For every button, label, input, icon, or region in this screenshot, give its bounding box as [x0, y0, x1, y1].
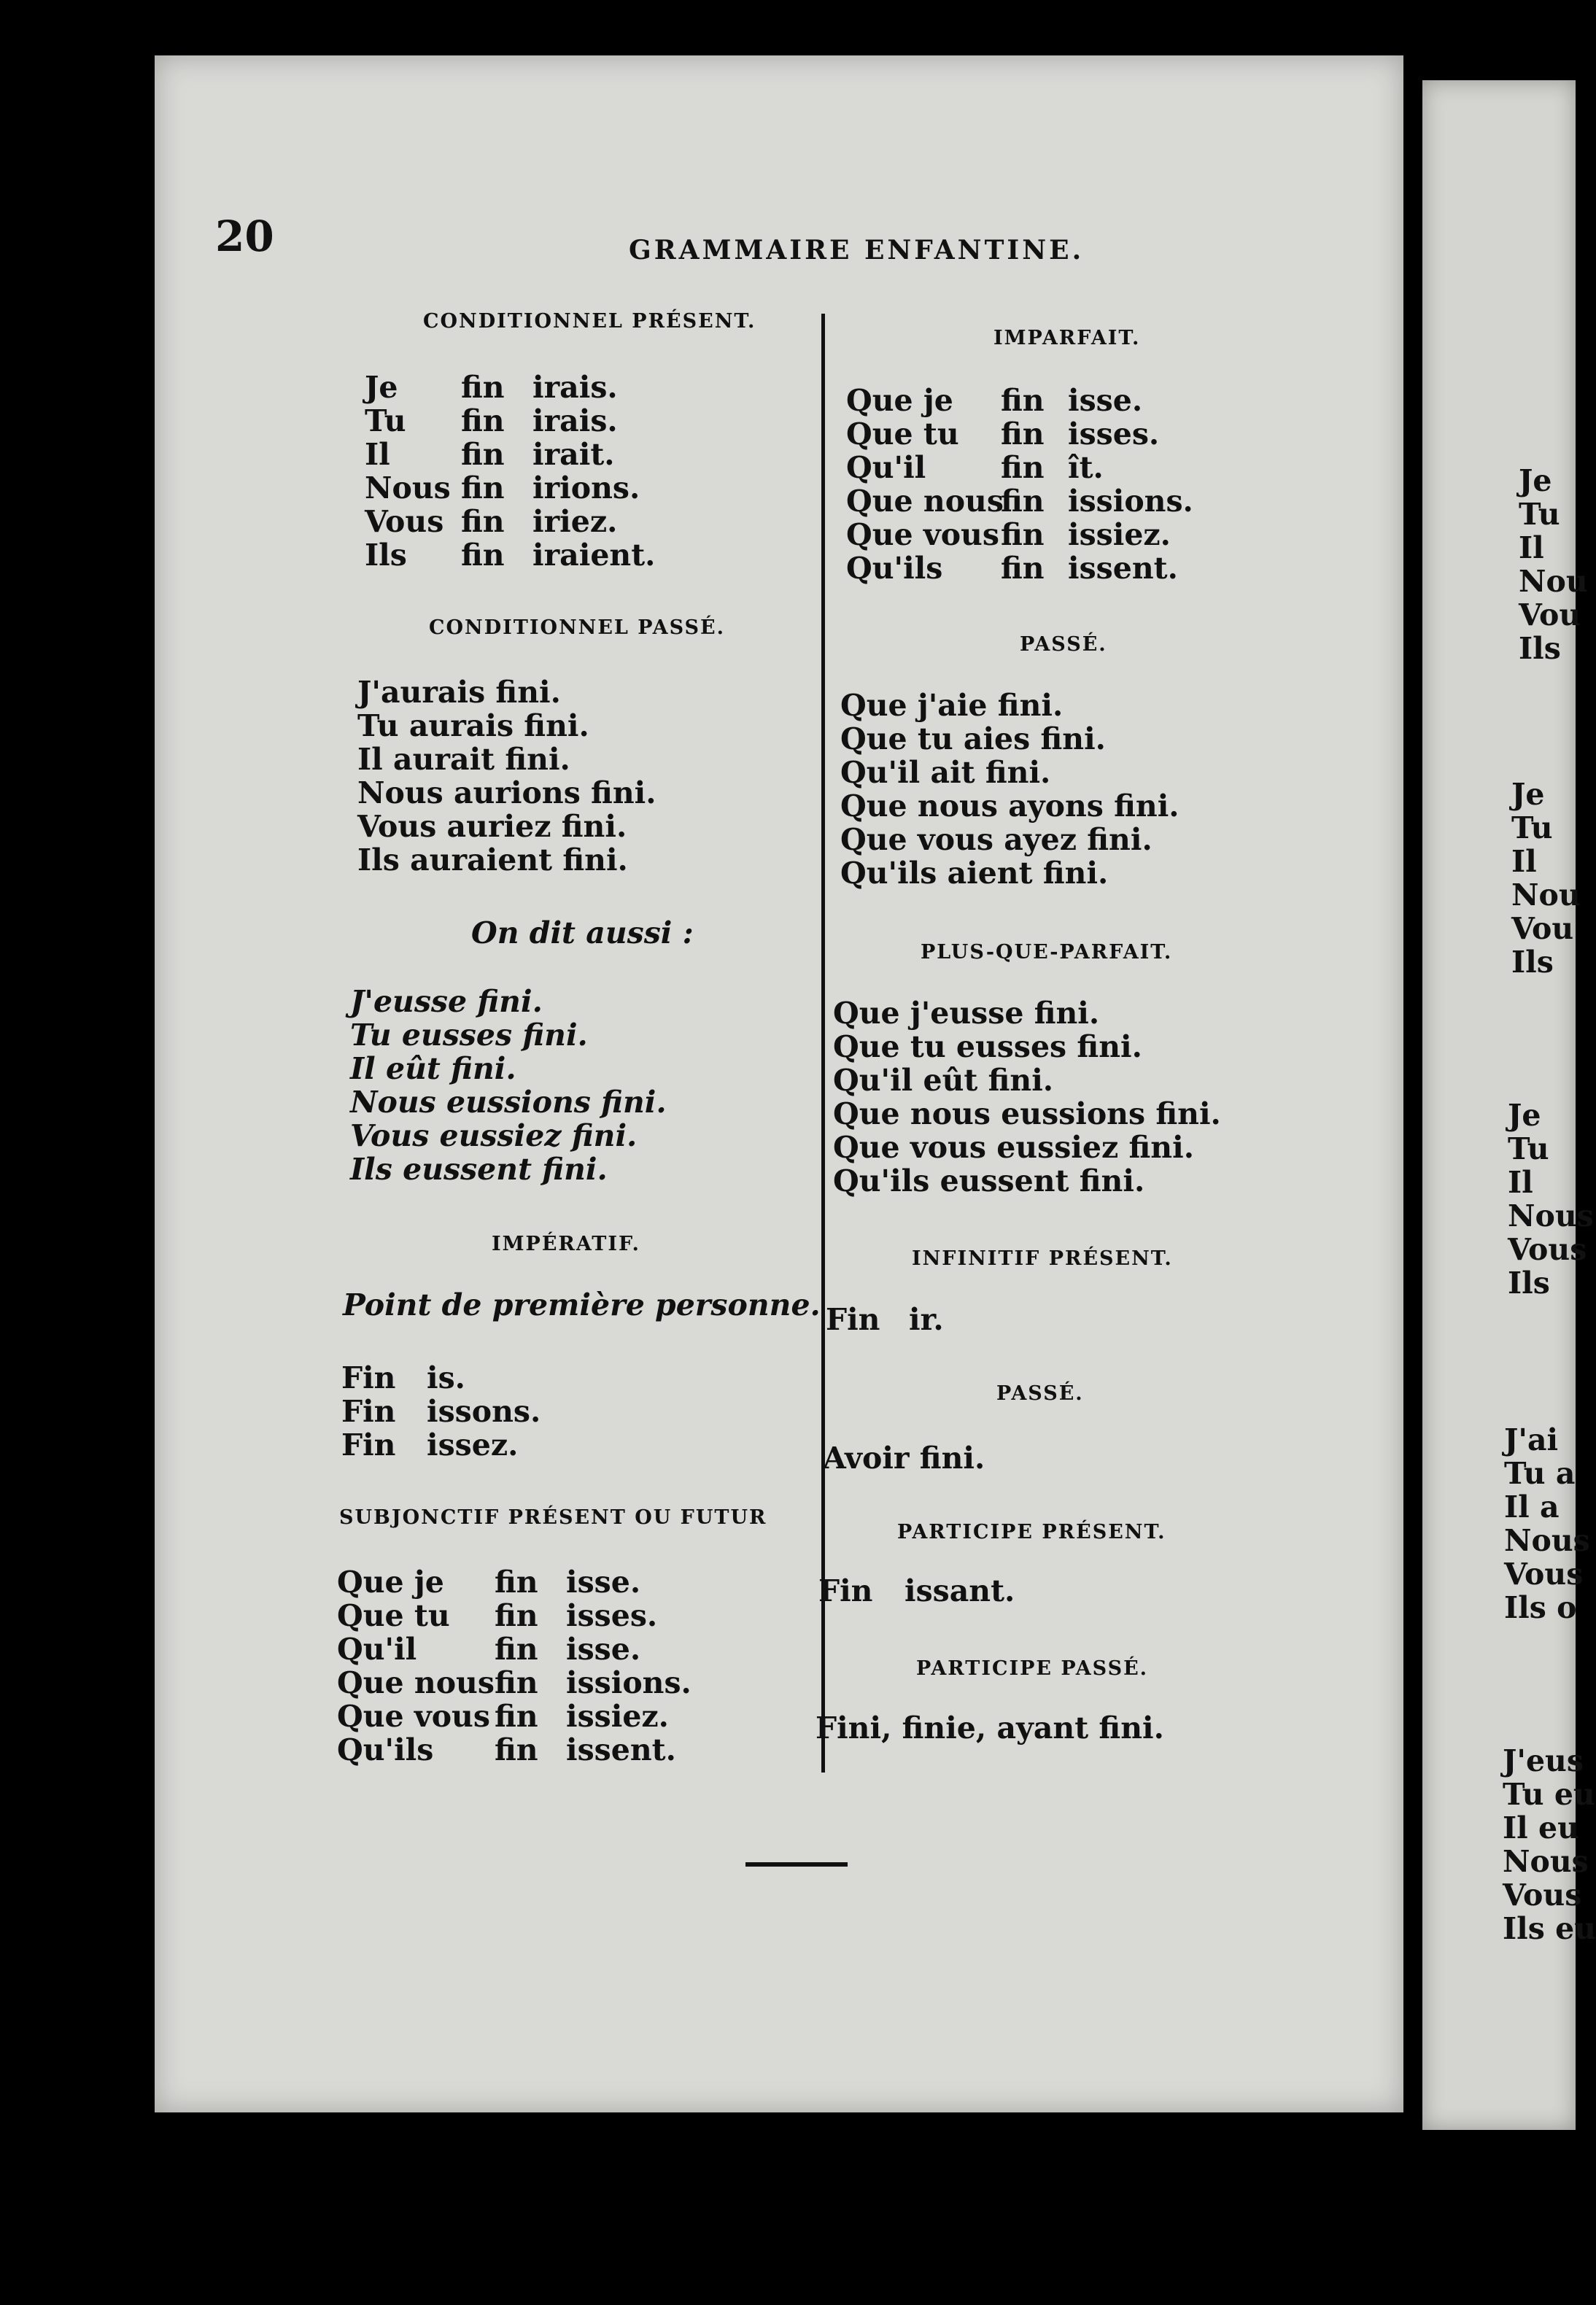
- ending: iriez.: [532, 504, 618, 539]
- conjugation-line: Ils auraient fini.: [357, 842, 628, 878]
- stem: fin: [495, 1565, 538, 1600]
- fragment: Je: [1511, 777, 1545, 812]
- fragment: Il eu: [1503, 1810, 1579, 1845]
- ending: irait.: [532, 437, 615, 472]
- conjugation-line: Que j'aie fini.: [840, 688, 1064, 723]
- pronoun: Que je: [846, 383, 953, 418]
- fragment: Il a: [1504, 1489, 1560, 1525]
- fragment: Vous: [1504, 1557, 1584, 1592]
- conjugation-line: Fini, finie, ayant fini.: [816, 1711, 1164, 1746]
- pronoun: Nous: [365, 470, 451, 505]
- stem: fin: [461, 504, 505, 539]
- ending: is.: [427, 1360, 465, 1395]
- column-divider: [821, 314, 825, 1773]
- section-title: PASSÉ.: [1020, 633, 1107, 656]
- stem: fin: [1001, 417, 1045, 452]
- imperatif-note: Point de première personne.: [343, 1287, 821, 1322]
- stem: fin: [461, 538, 505, 573]
- conjugation-line: J'aurais fini.: [357, 675, 561, 710]
- fragment: Nous: [1508, 1198, 1594, 1233]
- end-dash: [745, 1862, 848, 1867]
- fragment: Il: [1508, 1165, 1533, 1200]
- fragment: Tu eu: [1503, 1777, 1595, 1812]
- conjugation-line: Tu aurais fini.: [357, 708, 589, 743]
- stem: Fin: [818, 1573, 873, 1608]
- pronoun: Que tu: [846, 417, 959, 452]
- ending: isse.: [566, 1632, 641, 1667]
- fragment: Tu: [1511, 810, 1553, 845]
- stem: fin: [1001, 551, 1045, 586]
- ending: ir.: [909, 1302, 944, 1337]
- conjugation-line: Que tu eusses fini.: [833, 1029, 1142, 1064]
- pronoun: Qu'ils: [846, 551, 943, 586]
- pronoun: Que nous: [337, 1665, 495, 1700]
- stem: fin: [495, 1699, 538, 1734]
- ending: isses.: [1068, 417, 1160, 452]
- stem: Fin: [341, 1427, 396, 1463]
- section-title: PARTICIPE PASSÉ.: [916, 1657, 1149, 1680]
- ending: issions.: [1068, 484, 1193, 519]
- pronoun: Il: [365, 437, 390, 472]
- pronoun: Je: [365, 370, 398, 405]
- stem: fin: [461, 403, 505, 438]
- ending: irions.: [532, 470, 640, 505]
- section-title: PASSÉ.: [996, 1382, 1084, 1405]
- conjugation-line: Vous eussiez fini.: [350, 1118, 638, 1153]
- fragment: J'eus: [1503, 1743, 1584, 1778]
- pronoun: Que je: [337, 1565, 444, 1600]
- section-title: IMPÉRATIF.: [492, 1233, 640, 1255]
- book-page: [155, 55, 1403, 2112]
- conjugation-line: Il aurait fini.: [357, 742, 570, 777]
- fragment: Tu: [1519, 497, 1560, 532]
- ending: issions.: [566, 1665, 692, 1700]
- conjugation-line: Nous aurions fini.: [357, 775, 656, 810]
- fragment: Ils: [1519, 631, 1561, 666]
- stem: fin: [1001, 383, 1045, 418]
- pronoun: Qu'ils: [337, 1732, 434, 1767]
- stem: fin: [1001, 450, 1045, 485]
- stem: Fin: [341, 1360, 396, 1395]
- conjugation-line: Que vous ayez fini.: [840, 822, 1153, 857]
- pronoun: Qu'il: [337, 1632, 417, 1667]
- stem: fin: [461, 437, 505, 472]
- section-title: INFINITIF PRÉSENT.: [912, 1247, 1173, 1270]
- conjugation-line: Tu eusses fini.: [350, 1018, 588, 1053]
- fragment: Vous: [1508, 1232, 1587, 1267]
- conjugation-line: J'eusse fini.: [350, 984, 543, 1019]
- conjugation-line: Nous eussions fini.: [350, 1085, 667, 1120]
- conjugation-line: Vous auriez fini.: [357, 809, 627, 844]
- fragment: Tu: [1508, 1131, 1549, 1166]
- conjugation-line: Ils eussent fini.: [350, 1152, 608, 1187]
- fragment: Tu a: [1504, 1456, 1576, 1491]
- fragment: J'ai: [1504, 1422, 1559, 1457]
- pronoun: Que nous: [846, 484, 1004, 519]
- fragment: Je: [1519, 463, 1552, 498]
- stem: fin: [1001, 484, 1045, 519]
- section-title-italic: On dit aussi :: [471, 915, 694, 950]
- pronoun: Tu: [365, 403, 406, 438]
- ending: irais.: [532, 370, 618, 405]
- section-title: SUBJONCTIF PRÉSENT OU FUTUR: [339, 1506, 767, 1529]
- conjugation-line: Avoir fini.: [823, 1441, 985, 1476]
- fragment: Ils eu: [1503, 1911, 1596, 1946]
- page-number: 20: [215, 212, 274, 261]
- ending: issent.: [566, 1732, 676, 1767]
- conjugation-line: Que tu aies fini.: [840, 721, 1106, 756]
- conjugation-line: Que j'eusse fini.: [833, 996, 1100, 1031]
- stem: fin: [495, 1632, 538, 1667]
- ending: issiez.: [1068, 517, 1171, 552]
- conjugation-line: Que nous ayons fini.: [840, 789, 1179, 824]
- stem: fin: [1001, 517, 1045, 552]
- ending: issent.: [1068, 551, 1178, 586]
- section-title: PLUS-QUE-PARFAIT.: [921, 941, 1173, 964]
- ending: issons.: [427, 1394, 541, 1429]
- conjugation-line: Qu'il eût fini.: [833, 1063, 1054, 1098]
- fragment: Vous: [1503, 1878, 1582, 1913]
- fragment: Ils: [1511, 945, 1554, 980]
- conjugation-line: Qu'ils aient fini.: [840, 856, 1109, 891]
- section-title: IMPARFAIT.: [993, 327, 1141, 349]
- ending: issiez.: [566, 1699, 669, 1734]
- pronoun: Que vous: [846, 517, 999, 552]
- pronoun: Qu'il: [846, 450, 926, 485]
- ending: isse.: [1068, 383, 1143, 418]
- stem: fin: [495, 1598, 538, 1633]
- conjugation-line: Que vous eussiez fini.: [833, 1130, 1194, 1165]
- ending: isse.: [566, 1565, 641, 1600]
- fragment: Ils o: [1504, 1590, 1577, 1625]
- pronoun: Vous: [365, 504, 444, 539]
- ending: issez.: [427, 1427, 519, 1463]
- ending: isses.: [566, 1598, 658, 1633]
- page-title: GRAMMAIRE ENFANTINE.: [629, 235, 1085, 266]
- stem: Fin: [826, 1302, 880, 1337]
- pronoun: Que vous: [337, 1699, 490, 1734]
- conjugation-line: Que nous eussions fini.: [833, 1096, 1221, 1131]
- fragment: Nous: [1503, 1844, 1589, 1879]
- fragment: Nous: [1504, 1523, 1590, 1558]
- ending: irais.: [532, 403, 618, 438]
- stem: fin: [461, 370, 505, 405]
- section-title: PARTICIPE PRÉSENT.: [897, 1521, 1166, 1543]
- conjugation-line: Il eût fini.: [350, 1051, 516, 1086]
- stem: fin: [495, 1732, 538, 1767]
- next-page-fragments: [1424, 0, 1596, 2305]
- conjugation-line: Qu'ils eussent fini.: [833, 1163, 1145, 1198]
- fragment: Vou: [1519, 597, 1581, 632]
- pronoun: Ils: [365, 538, 407, 573]
- fragment: Il: [1511, 844, 1537, 879]
- fragment: Nou: [1511, 878, 1581, 913]
- ending: issant.: [904, 1573, 1015, 1608]
- section-title: CONDITIONNEL PRÉSENT.: [423, 310, 756, 333]
- fragment: Vou: [1511, 911, 1574, 946]
- ending: iraient.: [532, 538, 656, 573]
- ending: ît.: [1068, 450, 1104, 485]
- fragment: Il: [1519, 530, 1544, 565]
- stem: fin: [495, 1665, 538, 1700]
- fragment: Je: [1508, 1098, 1541, 1133]
- section-title: CONDITIONNEL PASSÉ.: [429, 616, 725, 639]
- conjugation-line: Qu'il ait fini.: [840, 755, 1051, 790]
- pronoun: Que tu: [337, 1598, 450, 1633]
- fragment: Nou: [1519, 564, 1588, 599]
- fragment: Ils: [1508, 1266, 1550, 1301]
- stem: Fin: [341, 1394, 396, 1429]
- stem: fin: [461, 470, 505, 505]
